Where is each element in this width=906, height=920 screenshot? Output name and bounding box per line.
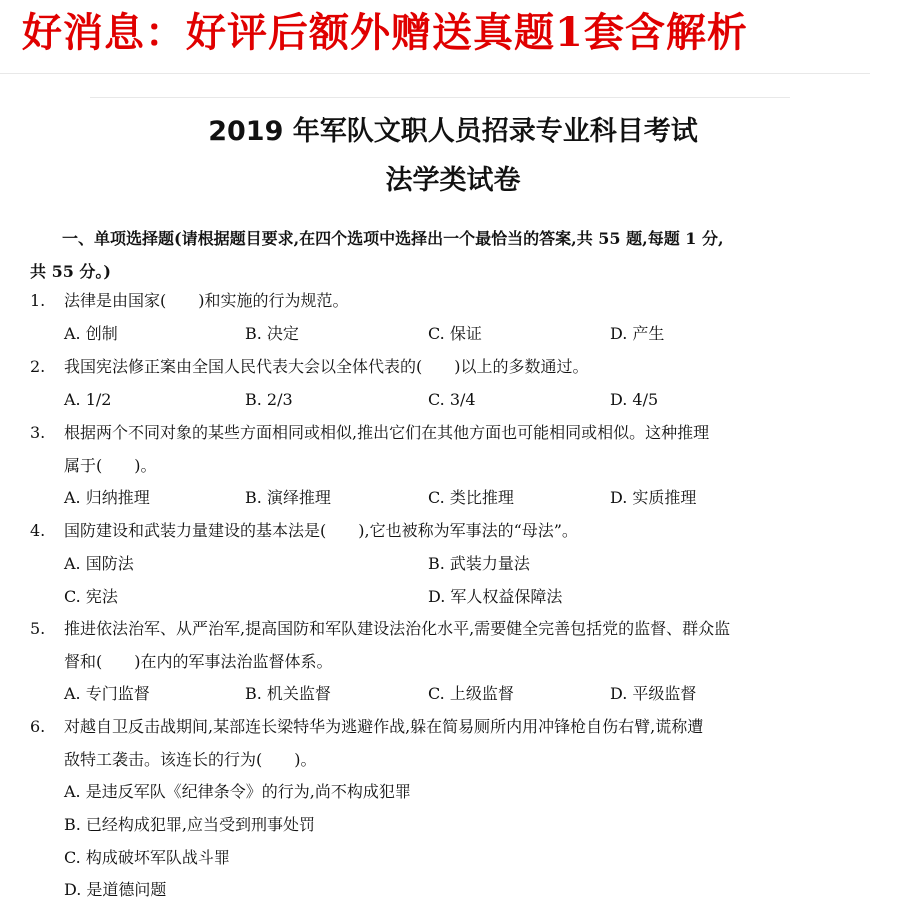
option-c: C. 保证 xyxy=(428,324,482,343)
question-stem: 推进依法治军、从严治军,提高国防和军队建设法治化水平,需要健全完善包括党的监督、群众监 xyxy=(64,619,731,638)
option-d: D. 军人权益保障法 xyxy=(428,587,563,606)
question-stem-continued: 督和( )在内的军事法治监督体系。 xyxy=(64,652,333,671)
question-number: 4. xyxy=(30,521,46,540)
option-d: D. 产生 xyxy=(610,324,665,343)
option-a: A. 是违反军队《纪律条令》的行为,尚不构成犯罪 xyxy=(64,782,411,801)
option-b: B. 武装力量法 xyxy=(428,554,530,573)
option-b: B. 演绎推理 xyxy=(245,488,331,507)
option-b: B. 机关监督 xyxy=(245,684,331,703)
question-3 xyxy=(30,416,830,449)
section-line-1: 一、单项选择题(请根据题目要求,在四个选项中选择出一个最恰当的答案,共 55 题,每题 1 分, xyxy=(62,229,724,248)
promo-banner: 好消息：好评后额外赠送真题1套含解析 xyxy=(22,9,748,56)
option-a: A. 归纳推理 xyxy=(64,488,150,507)
option-c: C. 宪法 xyxy=(64,587,118,606)
header-divider xyxy=(90,97,790,98)
option-a: A. 创制 xyxy=(64,324,118,343)
question-stem: 我国宪法修正案由全国人民代表大会以全体代表的( )以上的多数通过。 xyxy=(64,357,589,376)
option-d: D. 4/5 xyxy=(610,390,659,409)
question-stem: 对越自卫反击战期间,某部连长梁特华为逃避作战,躲在简易厕所内用冲锋枪自伤右臂,谎称遭 xyxy=(64,717,704,736)
question-number: 3. xyxy=(30,423,46,442)
question-2 xyxy=(30,350,830,383)
option-d: D. 实质推理 xyxy=(610,488,697,507)
question-6 xyxy=(30,710,830,743)
option-a: A. 国防法 xyxy=(64,554,134,573)
exam-title: 2019 年军队文职人员招录专业科目考试 xyxy=(208,116,698,147)
question-stem: 法律是由国家( )和实施的行为规范。 xyxy=(64,291,349,310)
question-number: 1. xyxy=(30,291,46,310)
question-stem: 国防建设和武装力量建设的基本法是( ),它也被称为军事法的“母法”。 xyxy=(64,521,578,540)
exam-subtitle: 法学类试卷 xyxy=(385,165,521,196)
question-number: 6. xyxy=(30,717,46,736)
option-c: C. 类比推理 xyxy=(428,488,514,507)
question-stem-continued: 属于( )。 xyxy=(64,456,157,475)
option-c: C. 3/4 xyxy=(428,390,476,409)
question-stem: 根据两个不同对象的某些方面相同或相似,推出它们在其他方面也可能相同或相似。这种推理 xyxy=(64,423,710,442)
option-d: D. 是道德问题 xyxy=(64,880,167,899)
question-number: 2. xyxy=(30,357,46,376)
option-b: B. 决定 xyxy=(245,324,299,343)
option-c: C. 上级监督 xyxy=(428,684,514,703)
question-number: 5. xyxy=(30,619,46,638)
option-b: B. 2/3 xyxy=(245,390,293,409)
question-stem-continued: 敌特工袭击。该连长的行为( )。 xyxy=(64,750,317,769)
question-4 xyxy=(30,514,830,547)
section-instructions xyxy=(30,222,830,288)
question-5 xyxy=(30,612,830,645)
section-line-2: 共 55 分。) xyxy=(30,262,111,281)
option-b: B. 已经构成犯罪,应当受到刑事处罚 xyxy=(64,815,316,834)
option-a: A. 专门监督 xyxy=(64,684,150,703)
option-c: C. 构成破坏军队战斗罪 xyxy=(64,848,230,867)
top-divider xyxy=(0,73,870,74)
option-a: A. 1/2 xyxy=(64,390,112,409)
option-d: D. 平级监督 xyxy=(610,684,697,703)
question-1 xyxy=(30,284,830,317)
